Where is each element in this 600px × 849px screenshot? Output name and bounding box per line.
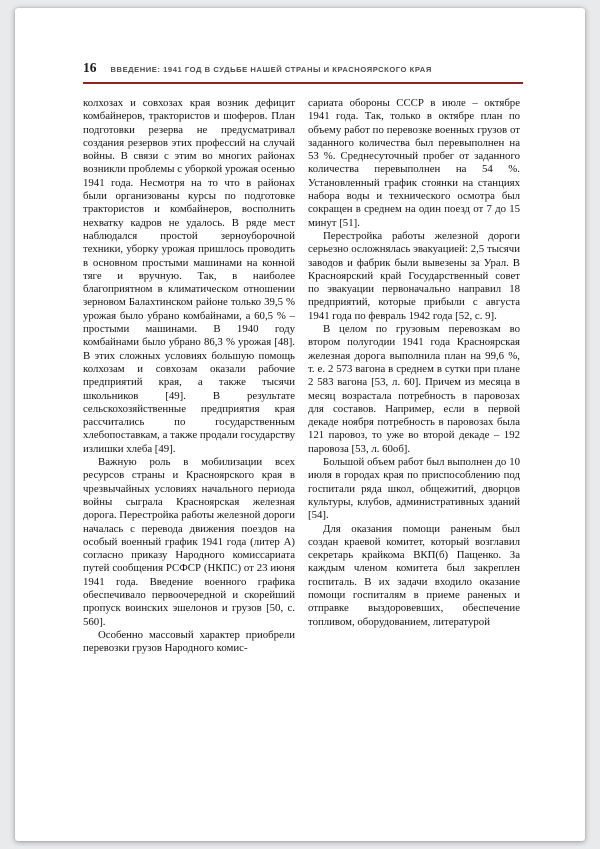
header-rule — [83, 82, 523, 84]
page-number: 16 — [83, 60, 97, 75]
paragraph: Особенно массовый характер приобрели перевозки грузов Народного комис- — [83, 628, 295, 655]
paragraph: Большой объем работ был выполнен до 10 июля в городах края по приспособлению под госпитали ряда школ, общежитий, дворцов культуры, клубов, административных зданий [54]. — [308, 456, 520, 522]
paragraph: колхозах и совхозах края возник дефицит комбайнеров, трактористов и шоферов. План подготовки резерва не предусматривал создания резервов этих профессий на случай войны. В связи с этим во многих районах возникли проблемы с уборкой урожая осенью 1941 года. Несмотря на то что в районах были организованы курсы по подготовке трактористов и комбайнеров, восполнить нехватку кадров не удалось. В ряде мест наблюдался простой зерноуборочной техники, уборку урожая пришлось проводить в основном простыми машинами на конной тяге и вручную. Так, в наиболее благоприятном в климатическом отношении зерновом Балахтинском районе только 39,5 % урожая было убрано комбайнами, а 60,5 % – простыми машинами. В 1940 году комбайнами было убрано 86,3 % урожая [48]. В этих сложных условиях большую помощь колхозам и совхозам оказали рабочие предприятий края, а также тысячи школьников [49]. В результате сельскохозяйственные предприятия края рассчитались по государственным хлебопоставкам, а также продали государству излишки хлеба [49]. — [83, 97, 295, 455]
paragraph: В целом по грузовым перевозкам во втором полугодии 1941 года Красноярская железная дорога выполнила план на 99,6 %, т. е. 2 573 вагона в среднем в сутки при плане 2 583 вагона [53, л. 60]. Причем из месяца в месяц возрастала потребность в паровозах для составов. Например, если в первой декаде ноября потребность в паровозах была 121 паровоз, то уже во второй декаде – 192 паровоза [53, л. 60об]. — [308, 323, 520, 455]
paragraph: сариата обороны СССР в июле – октябре 1941 года. Так, только в октябре план по объему работ по перевозке военных грузов от заданного количества был перевыполнен на 53 %. Среднесуточный пробег от заданного количества перевыполнен на 54 %. Установленный график стоянки на станциях набора воды и технического осмотра был сокращен в среднем на один поезд от 7 до 15 минут [51]. — [308, 97, 520, 229]
paragraph: Перестройка работы железной дороги серьезно осложнялась эвакуацией: 2,5 тысячи заводов и фабрик были вывезены за Урал. В Красноярский край Государственный совет по эвакуации первоначально направил 18 предприятий, которые прибыли с августа 1941 года по февраль 1942 года [52, с. 9]. — [308, 229, 520, 322]
text-columns — [83, 97, 523, 655]
left-column — [83, 97, 295, 655]
book-page — [15, 8, 585, 841]
page-header — [83, 60, 523, 76]
paragraph: Для оказания помощи раненым был создан краевой комитет, который возглавил секретарь крайкома ВКП(б) Пащенко. За каждым членом комитета был закреплен госпиталь. В их задачи входило оказание помощи госпиталям в приеме раненых и отправке выздоровевших, обеспечение топливом, оборудованием, литературой — [308, 522, 520, 628]
right-column — [308, 97, 520, 655]
running-header-title: ВВЕДЕНИЕ: 1941 ГОД В СУДЬБЕ НАШЕЙ СТРАНЫ И КРАСНОЯРСКОГО КРАЯ — [110, 65, 432, 74]
paragraph: Важную роль в мобилизации всех ресурсов страны и Красноярского края в чрезвычайных условиях начального периода войны сыграла Красноярская железная дорога. Перестройка работы железной дороги началась с перевода движения поездов на особый военный график 1941 года (литер А) согласно приказу Народного комиссариата путей сообщения РСФСР (НКПС) от 23 июня 1941 года. Введение военного графика обеспечивало первоочередной и скорейший пропуск воинских эшелонов и грузов [50, с. 560]. — [83, 456, 295, 628]
